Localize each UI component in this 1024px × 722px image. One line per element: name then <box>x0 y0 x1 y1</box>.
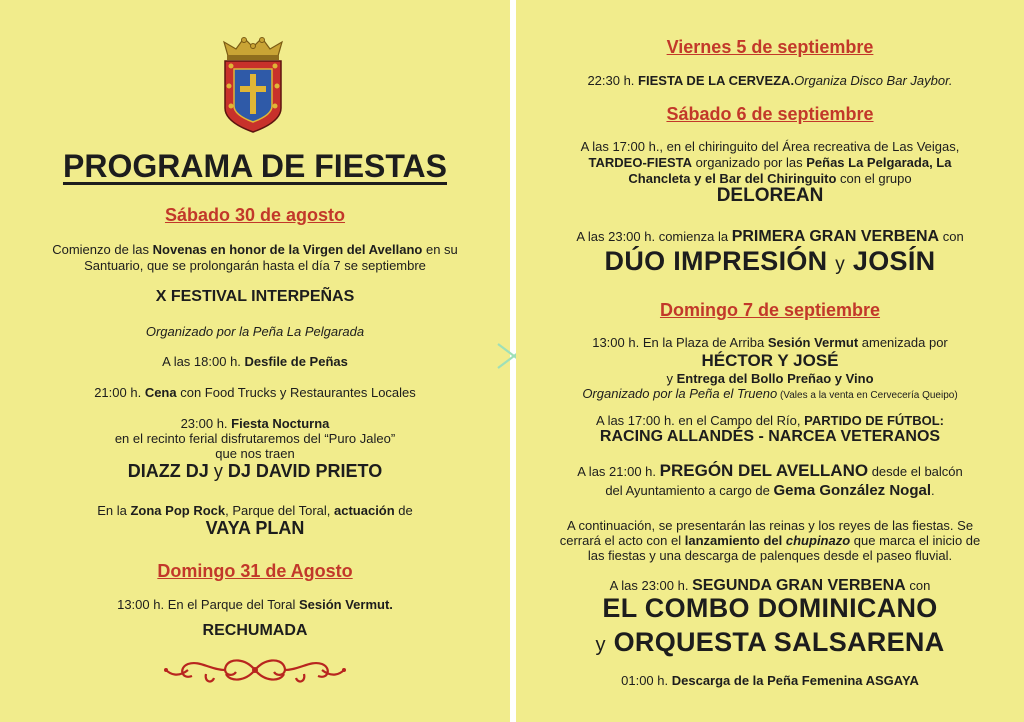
organizado-pelgarada: Organizado por la Peña La Pelgarada <box>145 324 365 339</box>
reinas-line3: las fiestas y una descarga de palenques desde el paseo fluvial. <box>587 548 953 563</box>
delorean: DELOREAN <box>716 185 824 206</box>
left-page <box>0 0 510 722</box>
tardeo-line3: Chancleta y el Bar del Chiringuito con el grupo <box>628 171 912 186</box>
nocturna-line2: en el recinto ferial disfrutaremos del “Puro Jaleo” <box>114 431 396 446</box>
tardeo-line1: A las 17:00 h., en el chiringuito del Área recreativa de Las Veigas, <box>580 139 960 154</box>
hector-jose: HÉCTOR Y JOSÉ <box>701 351 839 370</box>
plaza-line: 13:00 h. En la Plaza de Arriba Sesión Vermut amenizada por <box>592 335 948 350</box>
futbol-line: A las 17:00 h. en el Campo del Río, PARTIDO DE FÚTBOL: <box>596 413 944 428</box>
day-heading-sunday-aug31: Domingo 31 de Agosto <box>157 561 353 581</box>
desfile-line: A las 18:00 h. Desfile de Peñas <box>162 354 348 369</box>
verbena2-line: A las 23:00 h. SEGUNDA GRAN VERBENA con <box>609 577 931 594</box>
nocturna-line3: que nos traen <box>215 446 295 461</box>
day-heading-saturday-sep6: Sábado 6 de septiembre <box>666 104 874 124</box>
vermut-line: 13:00 h. En el Parque del Toral Sesión Vermut. <box>117 597 393 612</box>
coat-of-arms-icon <box>218 36 288 134</box>
reinas-line1: A continuación, se presentarán las reinas y los reyes de las fiestas. Se <box>566 518 974 533</box>
cena-line: 21:00 h. Cena con Food Trucks y Restaurantes Locales <box>94 385 416 400</box>
nocturna-line1: 23:00 h. Fiesta Nocturna <box>180 416 330 431</box>
day-heading-saturday-aug30: Sábado 30 de agosto <box>164 205 346 225</box>
rechumada: RECHUMADA <box>202 622 308 639</box>
ayto-line: del Ayuntamiento a cargo de Gema González Nogal. <box>605 482 935 499</box>
festival-interpenas: X FESTIVAL INTERPEÑAS <box>155 288 355 305</box>
cerveza-line: 22:30 h. FIESTA DE LA CERVEZA.Organiza Disco Bar Jaybor. <box>587 73 953 88</box>
novenas-line1: Comienzo de las Novenas en honor de la Virgen del Avellano en su <box>52 242 458 257</box>
page-title: PROGRAMA DE FIESTAS <box>62 148 447 184</box>
pregon-line: A las 21:00 h. PREGÓN DEL AVELLANO desde el balcón <box>577 461 963 480</box>
ornament-icon <box>160 650 350 690</box>
day-heading-sunday-sep7: Domingo 7 de septiembre <box>659 300 881 320</box>
reinas-line2: cerrará el acto con el lanzamiento del chupinazo que marca el inicio de <box>559 533 981 548</box>
right-page <box>516 0 1024 722</box>
racing-narcea: RACING ALLANDÉS - NARCEA VETERANOS <box>599 428 941 445</box>
zona-line: En la Zona Pop Rock, Parque del Toral, actuación de <box>97 503 413 518</box>
djs-line: DIAZZ DJ y DJ DAVID PRIETO <box>127 461 383 481</box>
verbena1-line: A las 23:00 h. comienza la PRIMERA GRAN VERBENA con <box>576 228 964 245</box>
novenas-line2: Santuario, que se prolongarán hasta el día 7 se septiembre <box>84 258 426 273</box>
tardeo-line2: TARDEO-FIESTA organizado por las Peñas La Pelgarada, La <box>588 155 952 170</box>
duo-josin: DÚO IMPRESIÓN y JOSÍN <box>604 246 936 276</box>
day-heading-friday-sep5: Viernes 5 de septiembre <box>666 37 874 57</box>
bollo-line: y Entrega del Bollo Preñao y Vino <box>666 371 874 386</box>
orquesta-salsarena: y ORQUESTA SALSARENA <box>595 627 945 657</box>
vaya-plan: VAYA PLAN <box>205 518 305 538</box>
trueno-line: Organizado por la Peña el Trueno (Vales a la venta en Cervecería Queipo) <box>582 386 958 401</box>
combo-dominicano: EL COMBO DOMINICANO <box>602 593 938 623</box>
asgaya-line: 01:00 h. Descarga de la Peña Femenina ASGAYA <box>621 673 919 688</box>
